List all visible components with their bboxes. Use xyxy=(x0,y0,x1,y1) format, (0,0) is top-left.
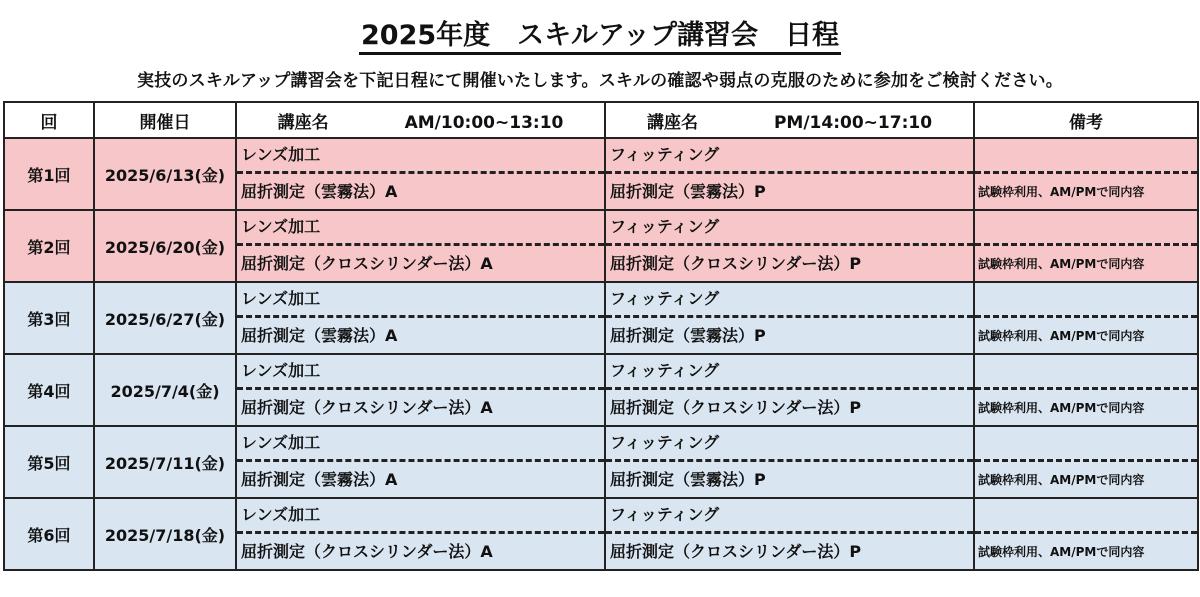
note-bottom: 試験枠利用、AM/PMで同内容 xyxy=(978,329,1145,343)
pm-course-cell xyxy=(605,354,974,426)
am-course-top: レンズ加工 xyxy=(237,211,604,246)
am-course-top: レンズ加工 xyxy=(237,283,604,318)
note-bottom: 試験枠利用、AM/PMで同内容 xyxy=(978,401,1145,415)
date-cell: 2025/7/4(金) xyxy=(94,354,236,426)
am-course-bottom: 屈折測定（クロスシリンダー法）A xyxy=(241,254,493,273)
am-course-top: レンズ加工 xyxy=(237,355,604,390)
round-cell: 第5回 xyxy=(4,426,94,498)
note-top xyxy=(975,283,1197,318)
note-cell xyxy=(974,498,1198,570)
pm-course-bottom: 屈折測定（クロスシリンダー法）P xyxy=(610,542,862,561)
table-row xyxy=(4,354,1198,426)
note-bottom: 試験枠利用、AM/PMで同内容 xyxy=(978,473,1145,487)
header-round: 回 xyxy=(4,102,94,138)
am-course-cell xyxy=(236,138,605,210)
round-cell: 第3回 xyxy=(4,282,94,354)
am-course-cell xyxy=(236,426,605,498)
table-header-row xyxy=(4,102,1198,138)
table-row xyxy=(4,426,1198,498)
pm-course-bottom: 屈折測定（雲霧法）P xyxy=(610,326,766,345)
header-pm xyxy=(605,102,974,138)
date-cell: 2025/6/27(金) xyxy=(94,282,236,354)
table-row xyxy=(4,282,1198,354)
note-bottom: 試験枠利用、AM/PMで同内容 xyxy=(978,545,1145,559)
pm-course-top: フィッティング xyxy=(606,211,973,246)
note-cell xyxy=(974,138,1198,210)
note-cell xyxy=(974,210,1198,282)
pm-course-bottom: 屈折測定（クロスシリンダー法）P xyxy=(610,254,862,273)
date-cell: 2025/7/11(金) xyxy=(94,426,236,498)
round-cell: 第6回 xyxy=(4,498,94,570)
am-course-bottom: 屈折測定（クロスシリンダー法）A xyxy=(241,542,493,561)
note-top xyxy=(975,427,1197,462)
am-course-bottom: 屈折測定（雲霧法）A xyxy=(241,326,398,345)
pm-course-top: フィッティング xyxy=(606,283,973,318)
pm-course-cell xyxy=(605,498,974,570)
pm-course-top: フィッティング xyxy=(606,355,973,390)
am-course-top: レンズ加工 xyxy=(237,499,604,534)
note-bottom: 試験枠利用、AM/PMで同内容 xyxy=(978,185,1145,199)
date-cell: 2025/7/18(金) xyxy=(94,498,236,570)
schedule-table xyxy=(3,101,1199,571)
note-bottom: 試験枠利用、AM/PMで同内容 xyxy=(978,257,1145,271)
note-top xyxy=(975,139,1197,174)
am-course-top: レンズ加工 xyxy=(237,139,604,174)
header-note: 備考 xyxy=(974,102,1198,138)
pm-course-cell xyxy=(605,426,974,498)
pm-course-top: フィッティング xyxy=(606,139,973,174)
table-row xyxy=(4,498,1198,570)
table-row xyxy=(4,210,1198,282)
am-course-cell xyxy=(236,210,605,282)
am-course-bottom: 屈折測定（雲霧法）A xyxy=(241,470,398,489)
header-pm-time: PM/14:00~17:10 xyxy=(773,112,933,133)
page-title-text: 2025年度 スキルアップ講習会 日程 xyxy=(359,20,841,55)
header-date: 開催日 xyxy=(94,102,236,138)
header-am-course: 講座名 xyxy=(277,112,329,133)
page-subtitle: 実技のスキルアップ講習会を下記日程にて開催いたします。スキルの確認や弱点の克服のために参加をご検討ください。 xyxy=(137,71,1063,91)
header-am xyxy=(236,102,605,138)
am-course-cell xyxy=(236,498,605,570)
note-cell xyxy=(974,282,1198,354)
round-cell: 第4回 xyxy=(4,354,94,426)
date-cell: 2025/6/20(金) xyxy=(94,210,236,282)
note-top xyxy=(975,355,1197,390)
note-top xyxy=(975,211,1197,246)
table-row xyxy=(4,138,1198,210)
pm-course-bottom: 屈折測定（雲霧法）P xyxy=(610,470,766,489)
am-course-bottom: 屈折測定（クロスシリンダー法）A xyxy=(241,398,493,417)
pm-course-cell xyxy=(605,210,974,282)
pm-course-cell xyxy=(605,138,974,210)
round-cell: 第2回 xyxy=(4,210,94,282)
header-pm-course: 講座名 xyxy=(646,112,698,133)
header-am-time: AM/10:00~13:10 xyxy=(404,112,564,133)
date-cell: 2025/6/13(金) xyxy=(94,138,236,210)
am-course-bottom: 屈折測定（雲霧法）A xyxy=(241,182,398,201)
pm-course-cell xyxy=(605,282,974,354)
am-course-top: レンズ加工 xyxy=(237,427,604,462)
page-title xyxy=(0,18,1200,55)
note-cell xyxy=(974,426,1198,498)
note-top xyxy=(975,499,1197,534)
am-course-cell xyxy=(236,354,605,426)
pm-course-bottom: 屈折測定（クロスシリンダー法）P xyxy=(610,398,862,417)
round-cell: 第1回 xyxy=(4,138,94,210)
note-cell xyxy=(974,354,1198,426)
am-course-cell xyxy=(236,282,605,354)
pm-course-bottom: 屈折測定（雲霧法）P xyxy=(610,182,766,201)
pm-course-top: フィッティング xyxy=(606,427,973,462)
pm-course-top: フィッティング xyxy=(606,499,973,534)
